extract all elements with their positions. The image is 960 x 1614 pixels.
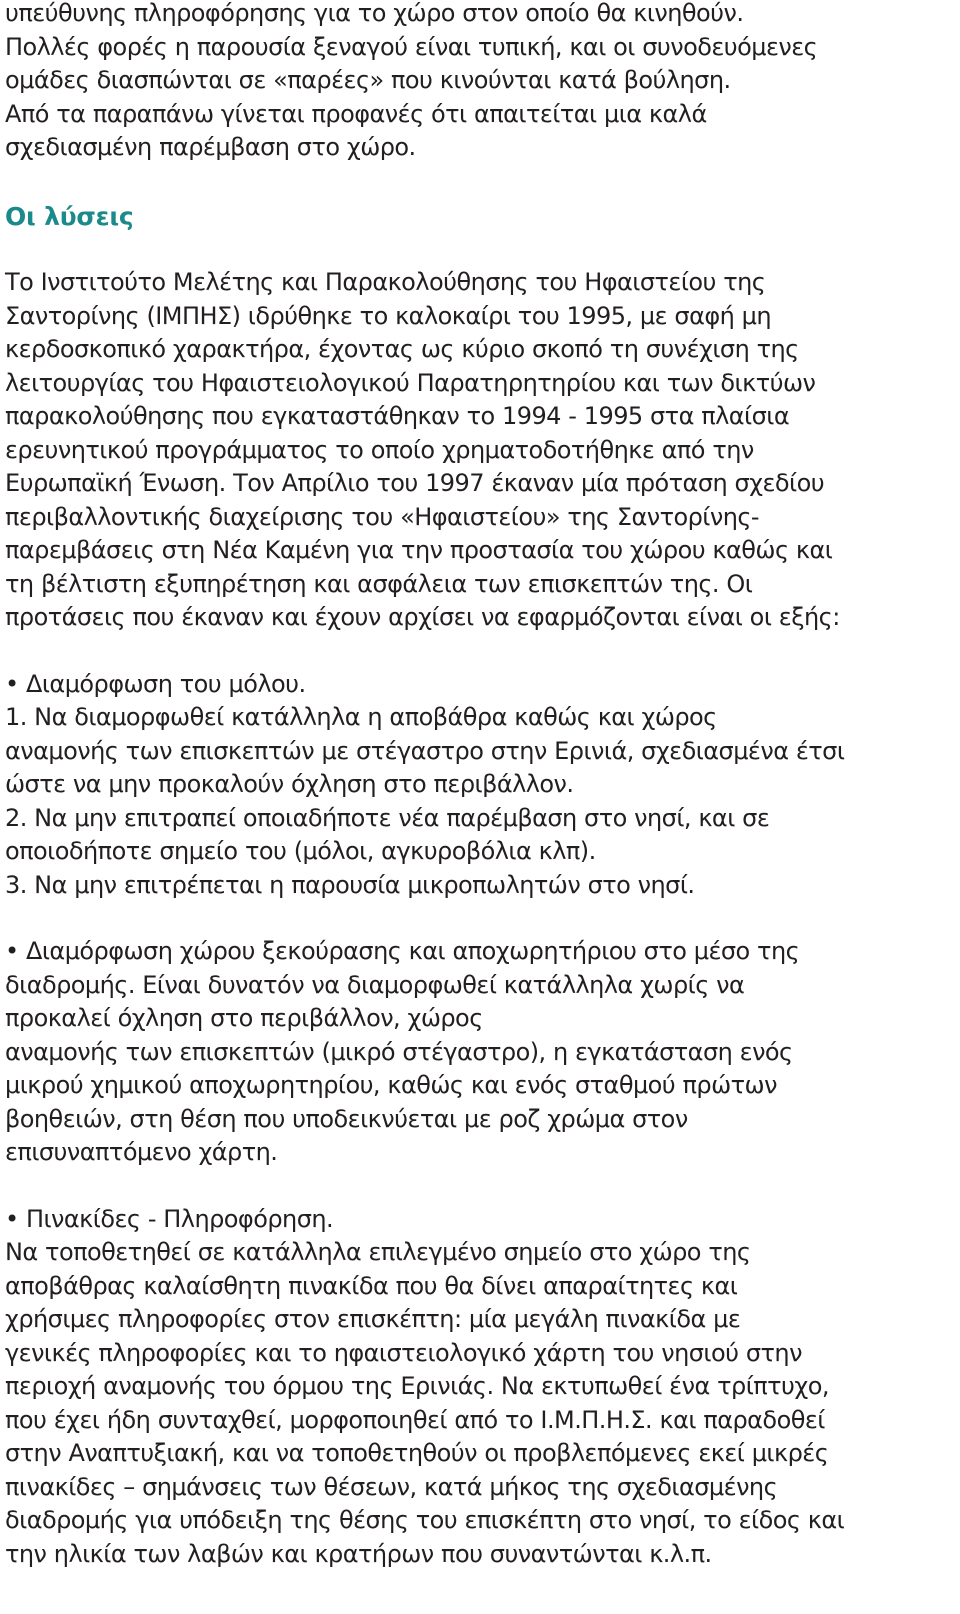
text-line: γενικές πληροφορίες και το ηφαιστειολογικό χάρτη του νησιού στην bbox=[5, 1339, 802, 1367]
text-line: που έχει ήδη συνταχθεί, μορφοποιηθεί από το Ι.Μ.Π.Η.Σ. και παραδοθεί bbox=[5, 1406, 825, 1434]
text-line: αναμονής των επισκεπτών με στέγαστρο στην Ερινιά, σχεδιασμένα έτσι bbox=[5, 737, 845, 765]
text-line: σχεδιασμένη παρέμβαση στο χώρο. bbox=[5, 133, 416, 161]
text-line: υπεύθυνης πληροφόρησης για το χώρο στον οποίο θα κινηθούν. bbox=[5, 0, 744, 27]
text-line: Από τα παραπάνω γίνεται προφανές ότι απαιτείται μια καλά bbox=[5, 100, 707, 128]
text-line: προτάσεις που έκαναν και έχουν αρχίσει να εφαρμόζονται είναι οι εξής: bbox=[5, 603, 840, 631]
text-line: διαδρομής για υπόδειξη της θέσης του επισκέπτη στο νησί, το είδος και bbox=[5, 1506, 845, 1534]
text-line: Ευρωπαϊκή Ένωση. Τον Απρίλιο του 1997 έκαναν μία πρόταση σχεδίου bbox=[5, 469, 825, 497]
bullet-title: • Πινακίδες - Πληροφόρηση. bbox=[5, 1205, 334, 1233]
text-line: παρακολούθησης που εγκαταστάθηκαν το 1994 - 1995 στα πλαίσια bbox=[5, 402, 790, 430]
text-line: Σαντορίνης (ΙΜΠΗΣ) ιδρύθηκε το καλοκαίρι του 1995, με σαφή μη bbox=[5, 302, 772, 330]
text-line: 2. Να μην επιτραπεί οποιαδήποτε νέα παρέμβαση στο νησί, και σε bbox=[5, 804, 770, 832]
text-line: περιβαλλοντικής διαχείρισης του «Ηφαιστείου» της Σαντορίνης- bbox=[5, 503, 760, 531]
text-line: μικρού χημικού αποχωρητηρίου, καθώς και ενός σταθμού πρώτων bbox=[5, 1071, 777, 1099]
text-line: Να τοποθετηθεί σε κατάλληλα επιλεγμένο σημείο στο χώρο της bbox=[5, 1238, 751, 1266]
text-line: λειτουργίας του Ηφαιστειολογικού Παρατηρητηρίου και των δικτύων bbox=[5, 369, 816, 397]
text-line: βοηθειών, στη θέση που υποδεικνύεται με ροζ χρώμα στον bbox=[5, 1105, 688, 1133]
text-line: την ηλικία των λαβών και κρατήρων που συναντώνται κ.λ.π. bbox=[5, 1540, 712, 1568]
text-line: επισυναπτόμενο χάρτη. bbox=[5, 1138, 278, 1166]
section-heading: Οι λύσεις bbox=[5, 202, 134, 231]
text-line: Πολλές φορές η παρουσία ξεναγού είναι τυπική, και οι συνοδευόμενες bbox=[5, 33, 818, 61]
text-line: αναμονής των επισκεπτών (μικρό στέγαστρο), η εγκατάσταση ενός bbox=[5, 1038, 793, 1066]
text-line: περιοχή αναμονής του όρμου της Ερινιάς. Να εκτυπωθεί ένα τρίπτυχο, bbox=[5, 1372, 829, 1400]
text-line: κερδοσκοπικό χαρακτήρα, έχοντας ως κύριο σκοπό τη συνέχιση της bbox=[5, 335, 799, 363]
text-line: οποιοδήποτε σημείο του (μόλοι, αγκυροβόλια κλπ). bbox=[5, 837, 596, 865]
bullet-title: • Διαμόρφωση χώρου ξεκούρασης και αποχωρητήριου στο μέσο της bbox=[5, 937, 800, 965]
bullet-title: • Διαμόρφωση του μόλου. bbox=[5, 670, 306, 698]
text-line: χρήσιμες πληροφορίες στον επισκέπτη: μία μεγάλη πινακίδα με bbox=[5, 1305, 741, 1333]
text-line: πινακίδες – σημάνσεις των θέσεων, κατά μήκος της σχεδιασμένης bbox=[5, 1473, 778, 1501]
text-line: ερευνητικού προγράμματος το οποίο χρηματοδοτήθηκε από την bbox=[5, 436, 754, 464]
text-line: ομάδες διασπώνται σε «παρέες» που κινούνται κατά βούληση. bbox=[5, 66, 731, 94]
text-line: ώστε να μην προκαλούν όχληση στο περιβάλλον. bbox=[5, 770, 574, 798]
text-line: 3. Να μην επιτρέπεται η παρουσία μικροπωλητών στο νησί. bbox=[5, 871, 695, 899]
text-line: παρεμβάσεις στη Νέα Καμένη για την προστασία του χώρου καθώς και bbox=[5, 536, 833, 564]
text-line: διαδρομής. Είναι δυνατόν να διαμορφωθεί κατάλληλα χωρίς να bbox=[5, 971, 745, 999]
text-line: τη βέλτιστη εξυπηρέτηση και ασφάλεια των επισκεπτών της. Οι bbox=[5, 570, 753, 598]
text-line: αποβάθρας καλαίσθητη πινακίδα που θα δίνει απαραίτητες και bbox=[5, 1272, 738, 1300]
text-line: 1. Να διαμορφωθεί κατάλληλα η αποβάθρα καθώς και χώρος bbox=[5, 703, 717, 731]
text-line: Το Ινστιτούτο Μελέτης και Παρακολούθησης του Ηφαιστείου της bbox=[5, 268, 766, 296]
text-line: προκαλεί όχληση στο περιβάλλον, χώρος bbox=[5, 1004, 483, 1032]
text-line: στην Αναπτυξιακή, και να τοποθετηθούν οι προβλεπόμενες εκεί μικρές bbox=[5, 1439, 829, 1467]
